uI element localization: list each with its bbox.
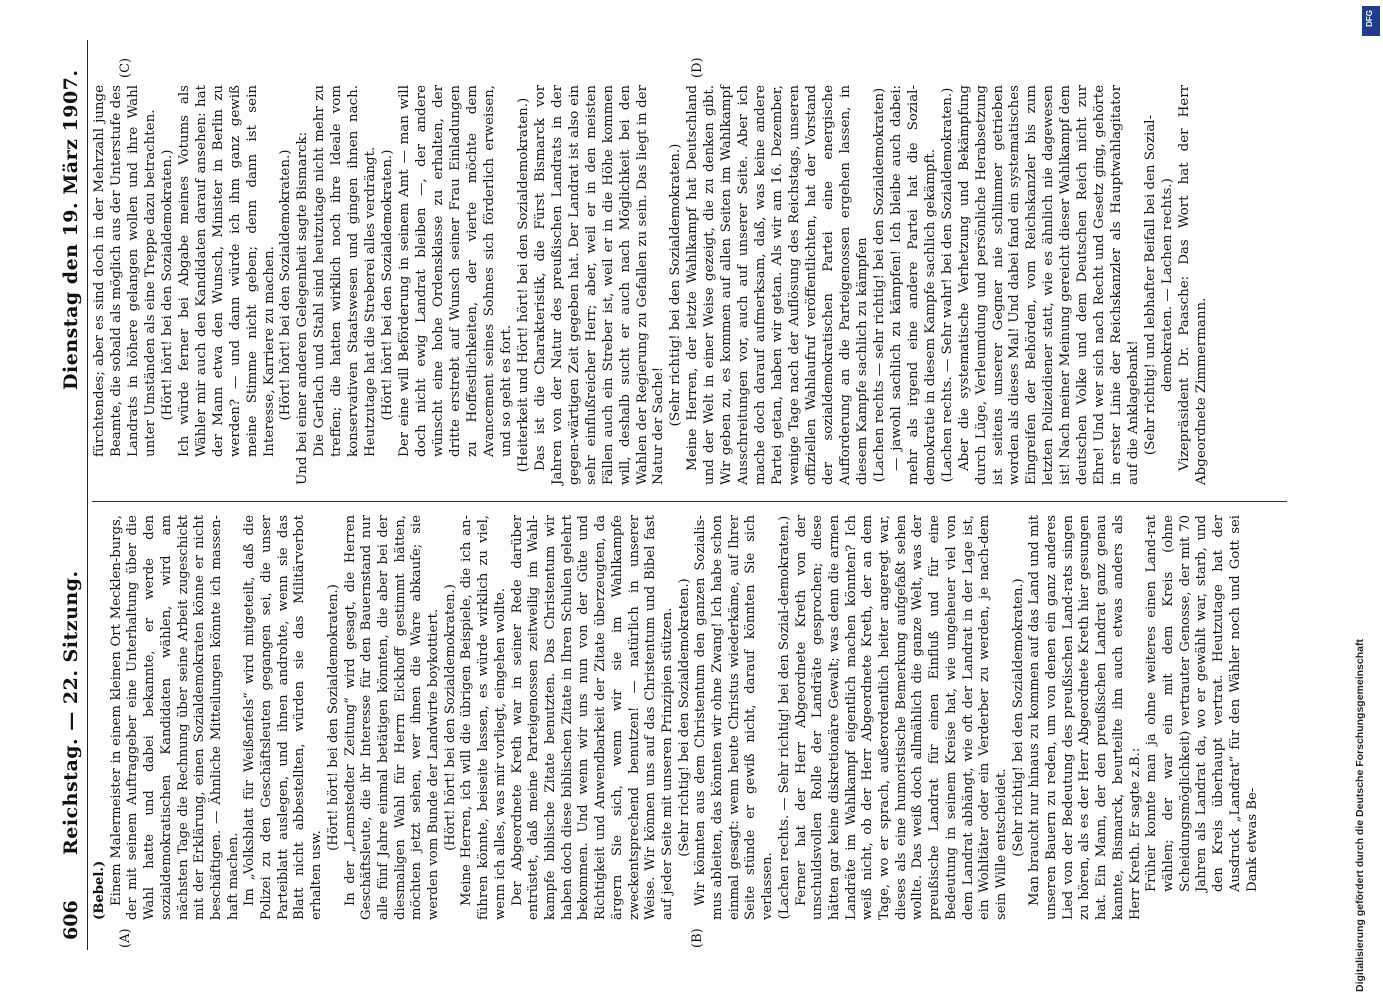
margin-mark-a: (A): [118, 928, 133, 948]
header-left-title: Reichstag. — 22. Sitzung.: [60, 570, 82, 855]
margin-mark-b: (B): [690, 928, 705, 948]
header-rule: [87, 40, 88, 950]
interjection: (Lachen rechts. — Sehr richtig! bei den Sozial-demokraten.): [776, 515, 792, 920]
quotation: Früher konnte man ja ohne weiteres einen Land-rat wählen; der war ein mit dem Kreis (ohne Scheidungsmöglichkeit) vertrauter Genosse, der mit 70 Jahren als Landrat da, wo er gewählt war, starb, und den Kreis überhaupt vertrat. Heutzutage hat der Ausdruck „Landrat“ für den Wähler noch und Gott sei Dank etwas Be-: [1144, 515, 1260, 892]
digitization-note: Digitalisierung gefördert durch die Deutsche Forschungsgemeinschaft: [1354, 639, 1366, 992]
paragraph: Meine Herren, ich will die übrigen Beispiele, die ich an-führen könnte, beiseite lassen, es würde wirklich zu viel, wenn ich alles, was mir vorliegt, eingehen wollte.: [459, 515, 508, 920]
interjection: (Hört! hört! bei den Sozialdemokraten.): [325, 584, 341, 851]
quotation: Der eine will Beförderung in seinem Amt — man will doch nicht ewig Landrat bleiben —, der andere wünscht eine hohe Ordensklasse zu erhalten, der dritte erstrebt auf Wunsch seiner Frau Einladungen zu Hoffestlichkeiten, der vierte möchte dem Avancement seines Sohnes sich förderlich erweisen, und so geht es fort.: [397, 85, 514, 457]
page-number: 606: [60, 900, 82, 940]
right-column: [92, 85, 1211, 485]
paragraph: Wir könnten aus dem Christentum den ganzen Sozialis-mus ableiten, das könnten wir ohne Zwang! Ich habe schon einmal gesagt: wenn heute Christus wiederkäme, auf Ihrer Seite stünde er gewiß nicht, darauf könnten Sie sich verlassen.: [693, 515, 776, 920]
quotation: Ich würde ferner bei Abgabe meines Votums als Wähler mir auch den Kandidaten darauf ansehen: hat der Mann etwa den Wunsch, Minister in Berlin zu werden? — und dann würde ich ihm ganz gewiß meine Stimme nicht geben; denn dann ist sein Interesse, Karriere zu machen.: [176, 85, 277, 457]
digitization-footer: [1350, 8, 1380, 992]
interjection: (Hört! hört! bei den Sozialdemokraten.): [442, 584, 458, 851]
paragraph: Ferner hat der Herr Abgeordnete Kreth von der unschuldsvollen Rolle der Landräte gesprochen; diese hätten gar keine diskretionäre Gewalt; was denn die armen Landräte im Wahlkampf eigentlich machen könnten? Ich weiß nicht, ob der Herr Abgeordnete Kreth, der an dem Tage, wo er sprach, außerordentlich heiter angeregt war, dieses als eine humoristische Bemerkung aufgefaßt sehen wollte. Das weiß doch allmählich die ganze Welt, was der preußische Landrat für einen Einfluß und für eine Bedeutung in seinem Kreise hat, wie ungeheuer viel von dem Landrat abhängt, wie oft der Landrat in der Lage ist, ein Wohltäter oder ein Verderber zu werden, je nach-dem sein Wille entscheidet.: [793, 515, 1009, 920]
interjection: (Sehr richtig! bei den Sozialdemokraten.): [1010, 578, 1026, 857]
dfg-logo-text: DFG: [1365, 10, 1374, 27]
paragraph: Und bei einer anderen Gelegenheit sagte Bismarck:: [295, 131, 311, 485]
interjection: (Hört! hört! bei den Sozialdemokraten.): [159, 149, 175, 421]
paragraph: — jawohl sachlich zu kämpfen! Ich bleibe auch dabei: mehr als irgend eine andere Partei hat die Sozial-demokratie in diesem Kampfe sachlich gekämpft.: [888, 85, 938, 485]
margin-mark-d: (D): [690, 57, 705, 78]
interjection: (Lachen rechts — sehr richtig! bei den Sozialdemokraten): [871, 87, 887, 483]
header-right-title: Dienstag den 19. März 1907.: [60, 69, 82, 390]
dfg-logo: [1362, 6, 1380, 36]
interjection: (Sehr richtig! bei den Sozialdemokraten.): [668, 143, 684, 427]
interjection: (Hört! hört! bei den Sozialdemokraten.): [380, 149, 396, 421]
quotation: fürchtendes; aber es sind doch in der Mehrzahl junge Beamte, die sobald als möglich aus der Unterstufe des Landrats in höhere gelangen wollen und ihre Wahl unter Umständen als eine Treppe dazu betrachten.: [92, 85, 158, 457]
paragraph: Man braucht nur hinaus zu kommen auf das Land und mit unseren Bauern zu reden, um von denen ein ganz anderes Lied von der Bedeutung des preußischen Land-rats singen zu hören, als es der Herr Abgeordnete Kreth hier gesungen hat. Ein Mann, der den preußischen Landrat ganz genau kannte, Bismarck, beurteilte ihn auch etwas anders als Herr Kreth. Er sagte z.B.:: [1027, 515, 1143, 920]
paragraph: Das ist die Charakteristik, die Fürst Bismarck vor Jahren von der Natur des preußischen Landrats in der gegen-wärtigen Zeit gegeben hat. Der Landrat ist also ein sehr einflußreicher Herr; aber, weil er in den meisten Fällen auch ein Streber ist, weil er in die Höhe kommen will, deshalb sucht er auch nach Möglichkeit bei den Wahlen der Regierung zu Gefallen zu sein. Das liegt in der Natur der Sache!: [532, 85, 667, 485]
paragraph: Im „Volksblatt für Weißenfels“ wird mitgeteilt, daß die Polizei zu den Geschäftsleuten gegangen sei, die unser Parteiblatt auslegen, und ihnen androhte, wenn sie das Blatt nicht abbestellten, würden sie das Militärverbot erhalten usw.: [242, 515, 325, 920]
paragraph: Vizepräsident Dr. Paasche: Das Wort hat der Herr Abgeordnete Zimmermann.: [1177, 85, 1209, 485]
paragraph: In der „Lennstedter Zeitung“ wird gesagt, die Herren Geschäftsleute, die ihr Interesse für den Bauernstand nur alle fünf Jahre einmal betätigen könnten, die aber bei der diesmaligen Wahl für Herrn Eickhoff gestimmt hätten, möchten jetzt sehen, wer ihnen die Ware abkaufe; sie werden vom Bunde der Landwirte boykottiert.: [342, 515, 442, 920]
column-divider: [92, 501, 1287, 502]
quotation: Die Gerlach und Stahl sind heutzutage nicht mehr zu treffen; die hatten wirklich noch ihre Ideale vom konservativen Staatswesen und gingen ihnen nach. Heutzutage hat die Streberei alles verdrängt.: [312, 85, 379, 457]
interjection: (Sehr richtig! und lebhafter Beifall bei den Sozial-demokraten. — Lachen rechts.): [1143, 114, 1176, 456]
paragraph: Meine Herren, der letzte Wahlkampf hat Deutschland und der Welt in einer Weise gezeigt, die zu denken gibt. Wir geben zu, es kommen auf allen Seiten im Wahlkampf Ausschreitungen vor, auch auf unserer Seite. Aber ich mache doch darauf aufmerksam, daß, was keine andere Partei getan, haben wir getan. Als wir am 16. Dezember, wenige Tage nach der Auflösung des Reichstags, unseren offiziellen Wahlaufruf veröffentlichten, hat der Vorstand der sozialdemokratischen Partei eine energische Aufforderung an die Parteigenossen ergehen lassen, in diesem Kampfe sachlich zu kämpfen: [685, 85, 870, 485]
paragraph: Aber die systematische Verhetzung und Bekämpfung durch Lüge, Verleumdung und persönliche Herabsetzung ist seitens unserer Gegner nie schlimmer getrieben worden als dieses Mal! Und dabei fand ein systematisches Eingreifen der Behörden, vom Reichskanzler bis zum letzten Polizeidiener statt, wie es ähnlich nie dagewesen ist! Nach meiner Meinung gereicht dieser Wahlkampf dem deutschen Volke und dem Deutschen Reich nicht zur Ehre! Und wer sich nach Recht und Gesetz ging, gehörte in erster Linie der Reichskanzler als Hauptwahlagitator auf die Anklagebank!: [956, 85, 1142, 485]
left-column: [92, 515, 1261, 920]
running-header: [52, 40, 88, 950]
margin-mark-c: (C): [118, 57, 133, 78]
interjection: (Heiterkeit und Hört! hört! bei den Sozialdemokraten.): [515, 97, 531, 473]
interjection: (Lachen rechts. — Sehr wahr! bei den Sozialdemokraten.): [939, 87, 955, 483]
paragraph: Der Abgeordnete Kreth war in seiner Rede darüber entrüstet, daß meine Parteigenossen zeitweilig im Wahl-kampfe biblische Zitate benutzten. Das Christentum wir haben doch diese biblischen Zitate in Ihren Schulen gelehrt bekommen. Und wenn wir uns nun von der Güte und Richtigkeit und Anwendbarkeit der Zitate überzeugten, da ärgern Sie sich, wenn wir sie im Wahlkampfe zweckentsprechend benutzen! — natürlich in unserer Weise. Wir können uns auf das Christentum und Bibel fast auf jeder Seite mit unseren Prinzipien stützen.: [509, 515, 675, 920]
speaker-label: (Bebel.): [92, 860, 107, 920]
interjection: (Hört! hört! bei den Sozialdemokraten.): [278, 149, 294, 421]
paragraph: Einem Malermeister in einem kleinen Ort Mecklen-burgs, der mit seinem Auftraggeber eine Unterhaltung über die Wahl hatte und dabei bekannte, er werde den sozialdemokratischen Kandidaten wählen, wird am nächsten Tage die Rechnung über seine Arbeit zugeschickt mit der Erklärung, einen Sozialdemokraten könne er nicht beschäftigen. — Ähnliche Mitteilungen könnte ich massen-haft machen.: [108, 515, 241, 920]
interjection: (Sehr richtig! bei den Sozialdemokraten.): [676, 578, 692, 857]
